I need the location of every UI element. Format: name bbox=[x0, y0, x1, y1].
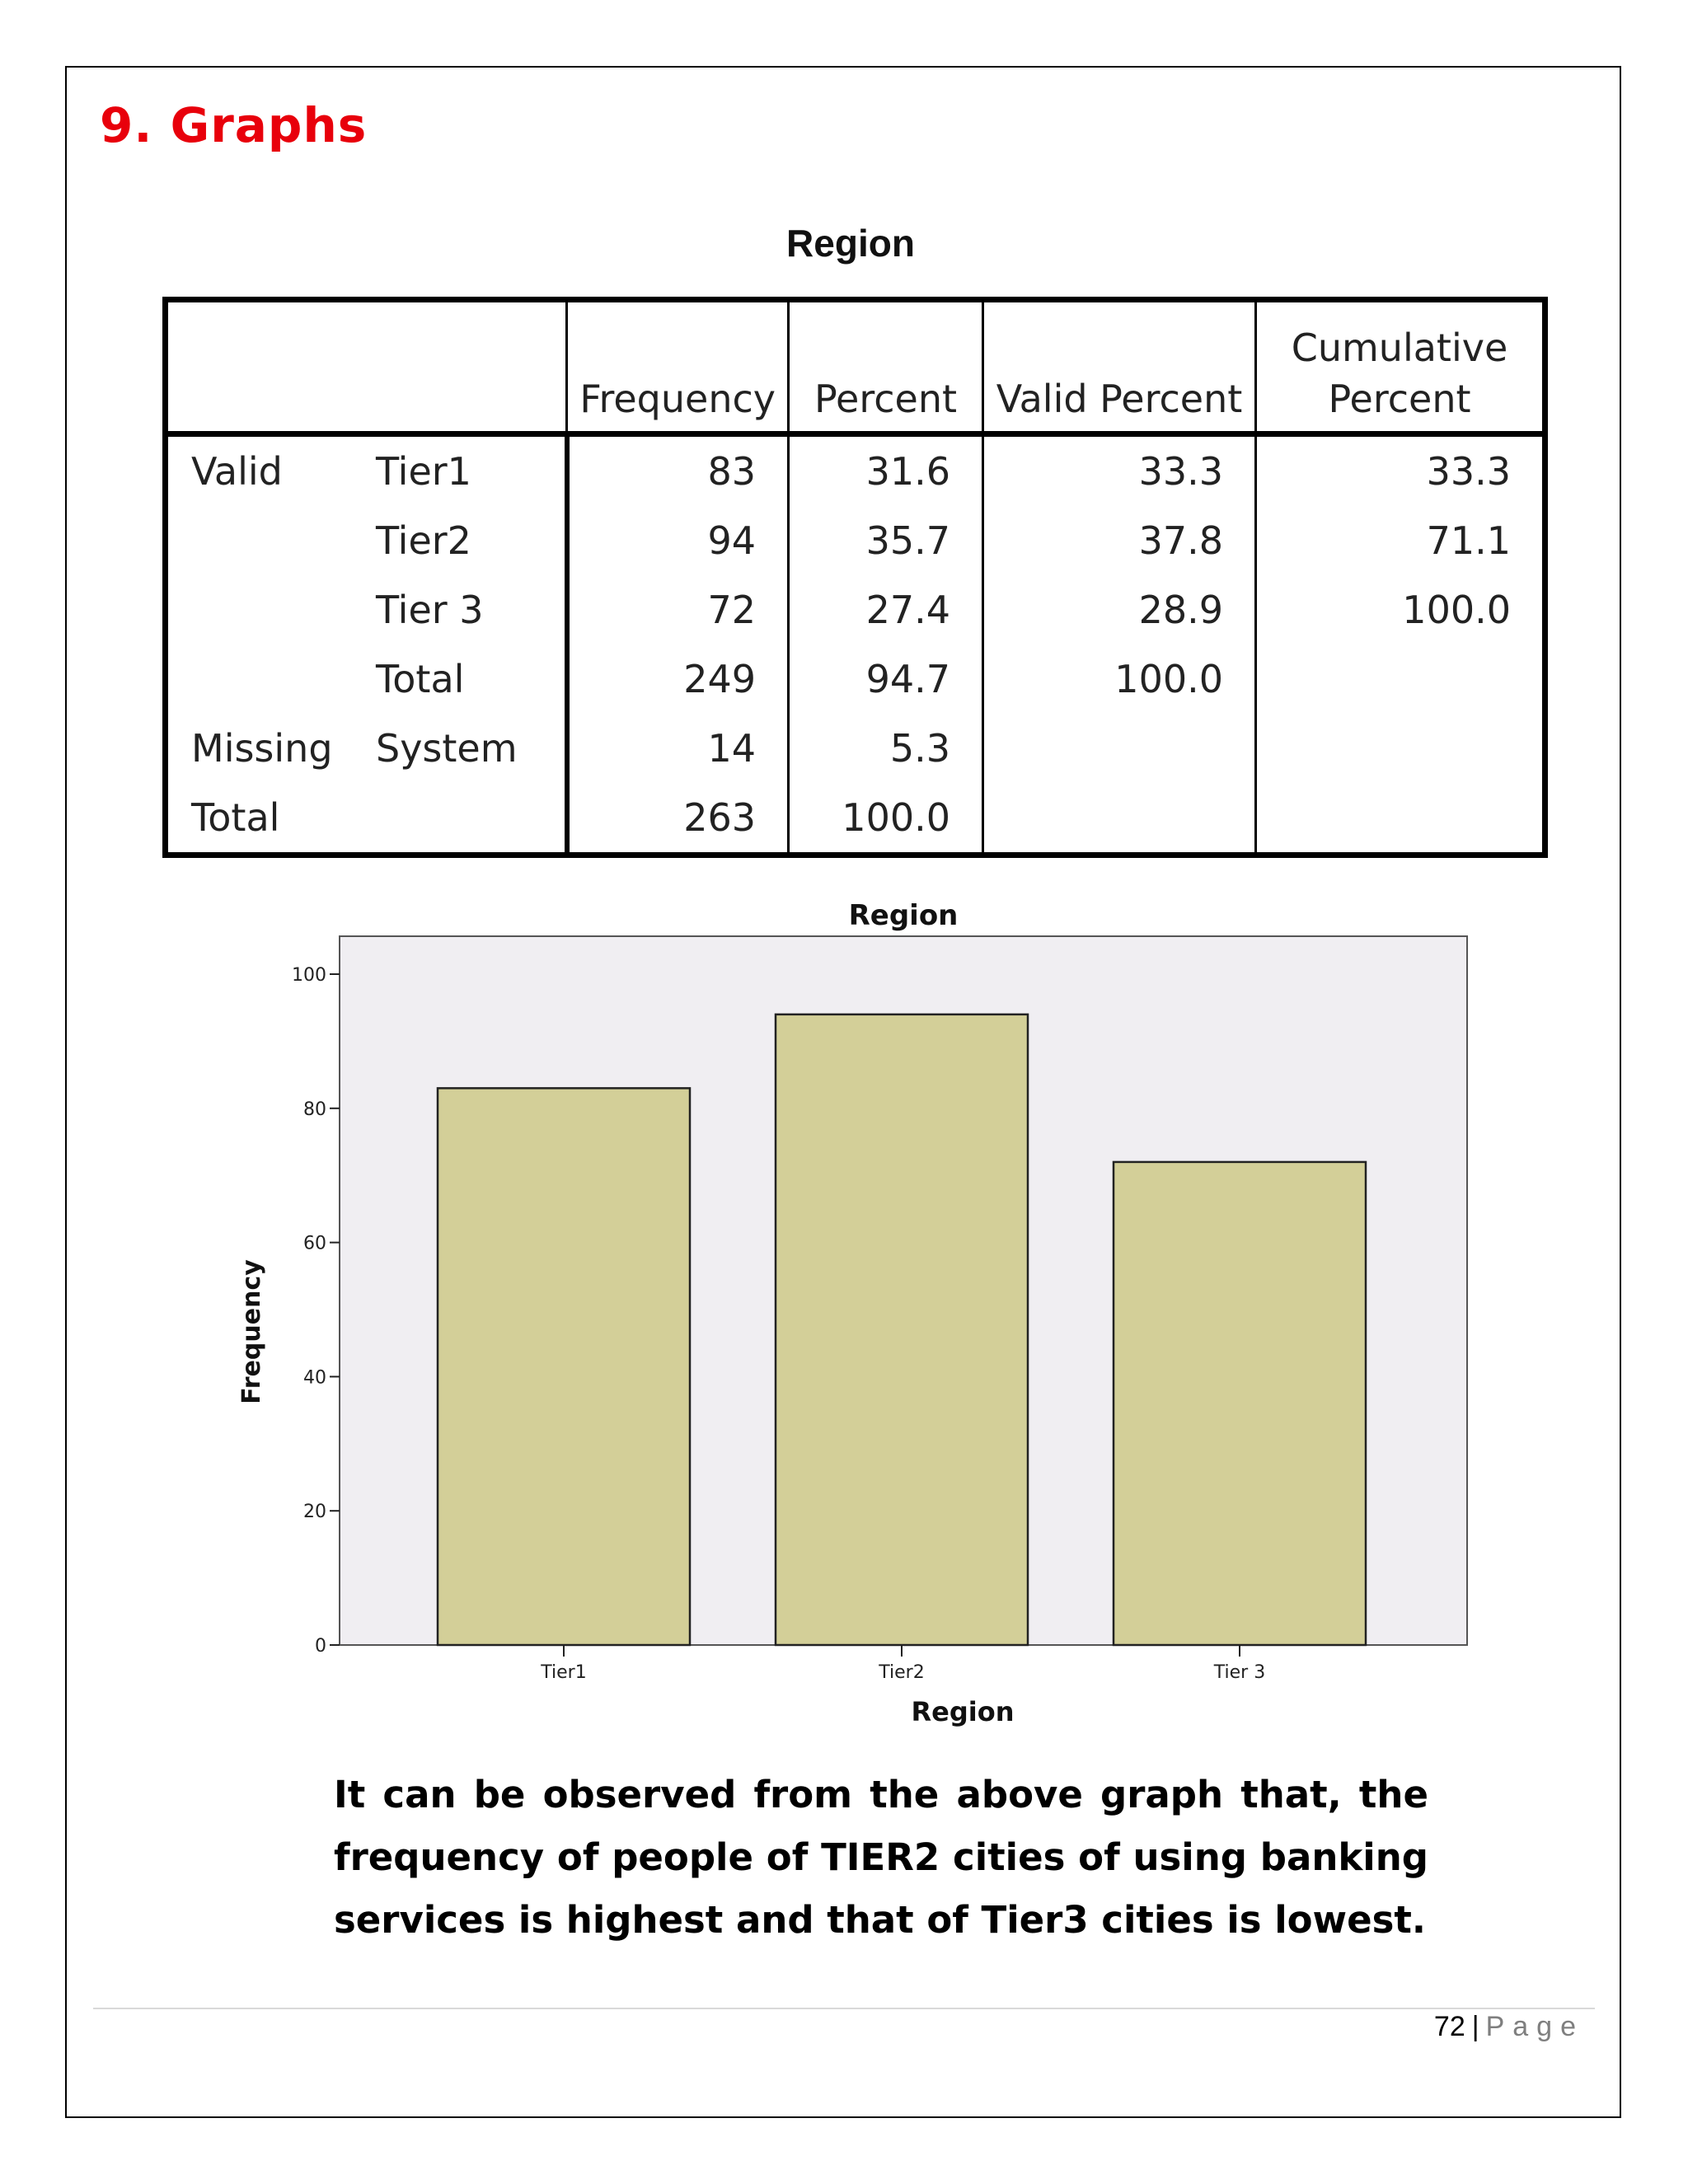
bar-chart bbox=[223, 890, 1508, 1739]
valid-percent-cell: 28.9 bbox=[983, 575, 1256, 644]
row-group: Missing bbox=[191, 726, 333, 771]
section-heading: 9. Graphs bbox=[100, 97, 368, 153]
frequency-cell: 72 bbox=[567, 575, 789, 644]
valid-percent-cell: 37.8 bbox=[983, 506, 1256, 575]
header-cumulative-percent: Cumulative Percent bbox=[1256, 300, 1545, 434]
percent-cell: 27.4 bbox=[789, 575, 983, 644]
frequency-cell: 14 bbox=[567, 714, 789, 783]
percent-cell: 100.0 bbox=[789, 783, 983, 855]
bar-chart-svg bbox=[223, 890, 1508, 1739]
valid-percent-cell: 33.3 bbox=[983, 434, 1256, 507]
table-row bbox=[166, 714, 1545, 783]
table-row bbox=[166, 575, 1545, 644]
x-axis-label: Region bbox=[911, 1696, 1015, 1727]
header-percent: Percent bbox=[789, 300, 983, 434]
header-valid-percent: Valid Percent bbox=[983, 300, 1256, 434]
valid-percent-cell bbox=[983, 714, 1256, 783]
row-label: Tier1 bbox=[376, 449, 471, 494]
y-tick-label: 80 bbox=[303, 1099, 326, 1120]
footer-rule bbox=[93, 2008, 1595, 2009]
footer-separator: | bbox=[1471, 2011, 1479, 2042]
frequency-cell: 94 bbox=[567, 506, 789, 575]
table-row bbox=[166, 434, 1545, 507]
row-label: Tier2 bbox=[376, 518, 471, 563]
frequency-cell: 83 bbox=[567, 434, 789, 507]
table-row bbox=[166, 506, 1545, 575]
row-label: System bbox=[376, 726, 518, 771]
percent-cell: 94.7 bbox=[789, 644, 983, 714]
percent-cell: 31.6 bbox=[789, 434, 983, 507]
bar-tier1 bbox=[438, 1088, 690, 1645]
page-number: 72 bbox=[1433, 2011, 1465, 2042]
valid-percent-cell bbox=[983, 783, 1256, 855]
y-tick-label: 60 bbox=[303, 1233, 326, 1254]
y-tick-label: 0 bbox=[315, 1636, 326, 1657]
cumulative-percent-cell bbox=[1256, 644, 1545, 714]
bar-tier2 bbox=[776, 1015, 1028, 1645]
y-axis-label: Frequency bbox=[237, 1259, 266, 1404]
row-label bbox=[368, 783, 567, 855]
chart-title: Region bbox=[848, 899, 959, 932]
percent-cell: 35.7 bbox=[789, 506, 983, 575]
row-group bbox=[166, 575, 368, 644]
x-tick-label: Tier 3 bbox=[1213, 1662, 1266, 1683]
cumulative-percent-cell bbox=[1256, 783, 1545, 855]
frequency-cell: 263 bbox=[567, 783, 789, 855]
frequency-table bbox=[162, 297, 1548, 858]
table-body bbox=[166, 434, 1545, 855]
row-label: Total bbox=[376, 657, 465, 701]
x-tick-label: Tier2 bbox=[879, 1662, 925, 1683]
page-word: Page bbox=[1485, 2011, 1584, 2042]
valid-percent-cell: 100.0 bbox=[983, 644, 1256, 714]
cumulative-percent-cell bbox=[1256, 714, 1545, 783]
header-frequency: Frequency bbox=[567, 300, 789, 434]
row-group bbox=[166, 506, 368, 575]
row-group: Total bbox=[191, 795, 280, 840]
cumulative-percent-cell: 71.1 bbox=[1256, 506, 1545, 575]
percent-cell: 5.3 bbox=[789, 714, 983, 783]
x-tick-label: Tier1 bbox=[541, 1662, 587, 1683]
observation-paragraph: It can be observed from the above graph that, the frequency of people of TIER2 cities of using banking services is highest and that of Tier3 cities is lowest. bbox=[334, 1773, 1428, 1942]
header-stub bbox=[166, 300, 567, 434]
bar-tier-3 bbox=[1114, 1162, 1366, 1645]
row-group bbox=[166, 644, 368, 714]
table-row bbox=[166, 783, 1545, 855]
table-header-row bbox=[166, 300, 1545, 434]
cumulative-percent-cell: 33.3 bbox=[1256, 434, 1545, 507]
y-tick-label: 20 bbox=[303, 1502, 326, 1523]
table-title: Region bbox=[786, 222, 915, 265]
page-footer bbox=[1434, 2011, 1584, 2043]
y-tick-label: 100 bbox=[292, 965, 326, 986]
row-label: Tier 3 bbox=[376, 588, 484, 632]
cumulative-percent-cell: 100.0 bbox=[1256, 575, 1545, 644]
y-tick-label: 40 bbox=[303, 1367, 326, 1389]
frequency-cell: 249 bbox=[567, 644, 789, 714]
row-group: Valid bbox=[191, 449, 283, 494]
table-row bbox=[166, 644, 1545, 714]
